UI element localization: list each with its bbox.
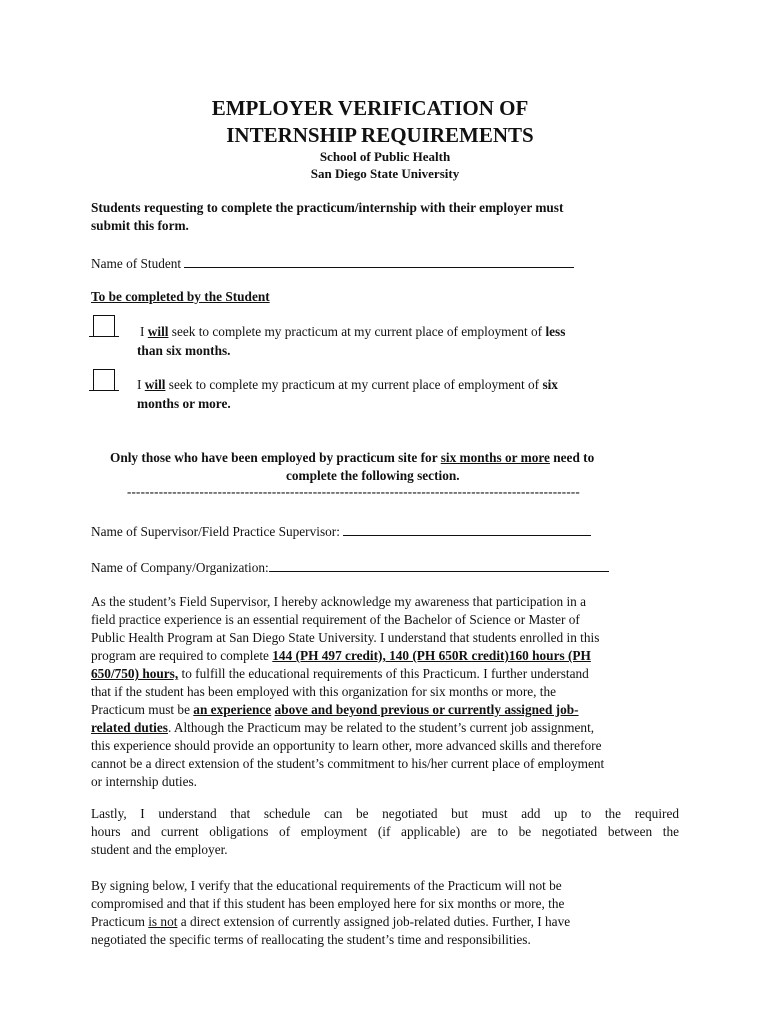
supervisor-label: Name of Supervisor/Field Practice Supervisor: bbox=[91, 524, 340, 539]
option1-text: I will seek to complete my practicum at my current place of employment of less bbox=[140, 324, 566, 339]
company-row bbox=[91, 557, 609, 577]
option1-checkbox-group[interactable] bbox=[89, 315, 119, 337]
company-name-field[interactable] bbox=[269, 557, 609, 572]
option2-checkbox-underline bbox=[89, 390, 119, 391]
notice-line1: Only those who have been employed by practicum site for six months or more need to bbox=[110, 450, 595, 465]
supervisor-name-field[interactable] bbox=[343, 521, 591, 536]
option1-will: will bbox=[147, 324, 169, 339]
option2-checkbox-group[interactable] bbox=[89, 369, 119, 391]
schedule-paragraph: Lastly, I understand that schedule can be negotiated but must add up to the required hours and current obligations of employment (if applicable) are to be negotiated between the student and the employer. bbox=[91, 806, 679, 857]
option2-will: will bbox=[144, 377, 166, 392]
student-name-field[interactable] bbox=[184, 253, 574, 268]
option1-checkbox[interactable] bbox=[93, 315, 115, 337]
form-title-line1: EMPLOYER VERIFICATION OF bbox=[211, 96, 529, 120]
notice-line2: complete the following section. bbox=[286, 468, 460, 483]
supervisor-row bbox=[91, 521, 591, 541]
student-name-row bbox=[91, 253, 574, 273]
university-name: San Diego State University bbox=[310, 166, 460, 181]
student-section-heading: To be completed by the Student bbox=[91, 289, 270, 304]
form-title-line2: INTERNSHIP REQUIREMENTS bbox=[226, 123, 534, 147]
supervisor-acknowledgement-paragraph: As the student’s Field Supervisor, I hereby acknowledge my awareness that participation in a field practice experience is an essential requirement of the Bachelor of Science or Master of Public Health Program at San Diego State University. I understand that students enrolled in this program are required to complete 144 (PH 497 credit), 140 (PH 650R credit)160 hours (PH 650/750) hours, to fulfill the educational requirements of this Practicum. I further understand that if the student has been employed with this organization for six months or more, the Practicum must be an experience above and beyond previous or currently assigned job- related duties. Although the Practicum may be related to the student’s current job assignment, this experience should provide an opportunity to learn other, more advanced skills and therefore cannot be a direct extension of the student’s commitment to his/her current place of employment or internship duties. bbox=[91, 594, 605, 789]
section-divider: ---------------------------------------------------------------------------------------------------- bbox=[127, 484, 580, 499]
is-not-text: is not bbox=[148, 914, 178, 929]
option1-text-line2: than six months. bbox=[137, 343, 231, 358]
required-hours: 144 (PH 497 credit), 140 (PH 650R credit)160 hours (PH bbox=[272, 648, 591, 663]
signing-verification-paragraph: By signing below, I verify that the educational requirements of the Practicum will not be compromised and that if this student has been employed here for six months or more, the Practicum is not a direct extension of currently assigned job-related duties. Further, I have negotiated the specific terms of reallocating the student’s time and responsibilities. bbox=[91, 878, 571, 947]
intro-line2: submit this form. bbox=[91, 218, 189, 233]
option2-text: I will seek to complete my practicum at my current place of employment of six bbox=[137, 377, 558, 392]
student-name-label: Name of Student bbox=[91, 256, 182, 271]
company-label: Name of Company/Organization: bbox=[91, 560, 269, 575]
notice-six-months: six months or more bbox=[440, 450, 550, 465]
school-name: School of Public Health bbox=[319, 149, 451, 164]
option2-text-line2: months or more. bbox=[137, 396, 231, 411]
option2-checkbox[interactable] bbox=[93, 369, 115, 391]
option1-checkbox-underline bbox=[89, 336, 119, 337]
intro-line1: Students requesting to complete the practicum/internship with their employer must bbox=[91, 200, 564, 215]
